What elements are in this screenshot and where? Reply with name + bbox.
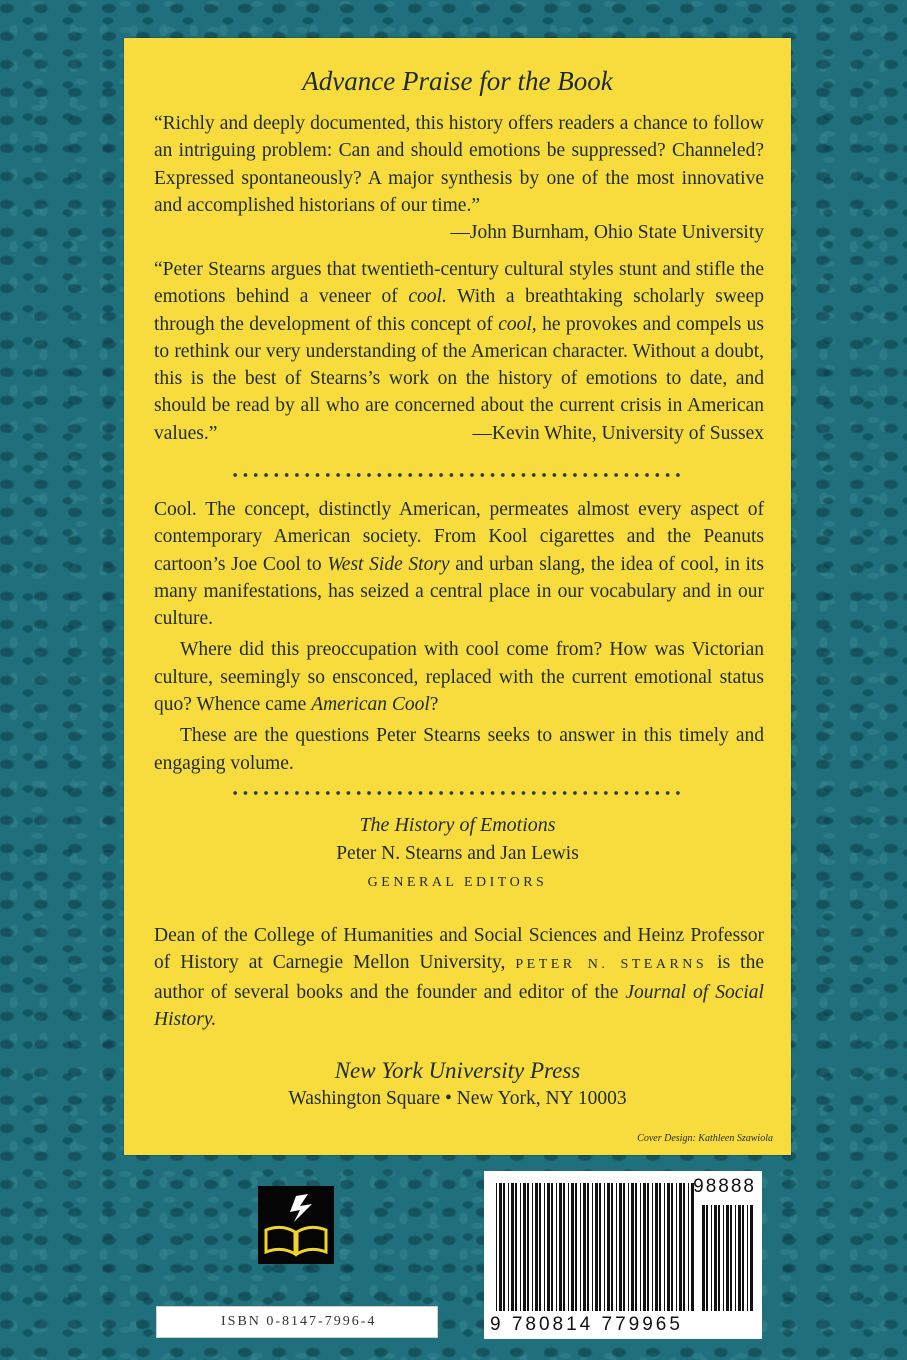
dotted-divider — [230, 472, 682, 478]
title-emphasis: American Cool — [311, 694, 430, 716]
description-text: and urban slang, the idea of cool, in its many manifestations, has seized a central place in our vocabulary and in our culture. — [154, 553, 764, 630]
praise-heading: Advance Praise for the Book — [302, 66, 613, 96]
quote-text: “Richly and deeply documented, this history offers readers a chance to follow an intriguing problem: Can and should emotions be suppressed? Channeled? Expressed spontaneously? A major synthesis by one of the most innovative and accomplished historians of our time.” — [154, 113, 764, 216]
publisher-address: Washington Square • New York, NY 10003 — [288, 1088, 627, 1109]
description-paragraph — [154, 636, 764, 718]
barcode — [484, 1171, 762, 1339]
back-cover-panel — [124, 38, 791, 1155]
addon-barcode — [702, 1205, 754, 1311]
journal-title: Journal of Social History. — [154, 981, 764, 1030]
description-text: Cool. The concept, distinctly American, permeates almost every aspect of contemporary American society. From Kool cigarettes and the Peanuts cartoon’s Joe Cool to — [154, 499, 764, 575]
cover-design-credit: Cover Design: Kathleen Szawiola — [637, 1133, 773, 1144]
praise-quote-1 — [154, 110, 764, 246]
quote-emphasis: cool, — [498, 313, 537, 335]
bio-text: Dean of the College of Humanities and Social Sciences and Heinz Professor of History at Carnegie Mellon University, — [154, 925, 764, 974]
description-text: Where did this preoccupation with cool come from? How was Victorian culture, seemingly so ensconced, replaced with the current emotional status quo? Whence came — [154, 639, 764, 716]
quote-text: he provokes and compels us to rethink our very understanding of the American character. Without a doubt, this is the best of Stearns’s work on the history of emotions to date, and should be read by all who are concerned about the current crisis in American values.” — [154, 313, 765, 444]
author-name: PETER N. STEARNS — [515, 957, 708, 973]
publisher-name: New York University Press — [334, 1058, 581, 1083]
series-editors: Peter N. Stearns and Jan Lewis — [336, 843, 579, 864]
barcode-ean-number: 9 780814 779965 — [490, 1314, 683, 1335]
quote-text: “Peter Stearns argues that twentieth-century cultural styles stunt and stifle the emotions behind a veneer of — [154, 259, 764, 308]
series-role: GENERAL EDITORS — [367, 875, 548, 890]
bio-text: is the author of several books and the founder and editor of the — [154, 952, 764, 1003]
description-paragraph: These are the questions Peter Stearns seeks to answer in this timely and engaging volume. — [154, 725, 764, 774]
book-with-lightning-icon — [258, 1186, 334, 1264]
description-text: ? — [429, 694, 439, 716]
series-title: The History of Emotions — [359, 814, 556, 836]
quote-emphasis: cool. — [408, 286, 447, 308]
dotted-divider — [230, 790, 682, 796]
isbn-label: ISBN 0-8147-7996-4 — [156, 1306, 438, 1338]
praise-quote-2 — [154, 256, 764, 447]
barcode-addon-number: 98888 — [693, 1176, 756, 1197]
ean-barcode — [496, 1183, 694, 1311]
description — [154, 496, 764, 777]
quote-attribution: —Kevin White, University of Sussex — [472, 422, 764, 444]
title-emphasis: West Side Story — [327, 553, 450, 575]
quote-text: With a breathtaking scholarly sweep through the development of this concept of — [154, 286, 764, 335]
quote-attribution: —John Burnham, Ohio State University — [450, 222, 764, 244]
description-paragraph — [154, 496, 764, 632]
author-bio — [154, 922, 764, 1033]
